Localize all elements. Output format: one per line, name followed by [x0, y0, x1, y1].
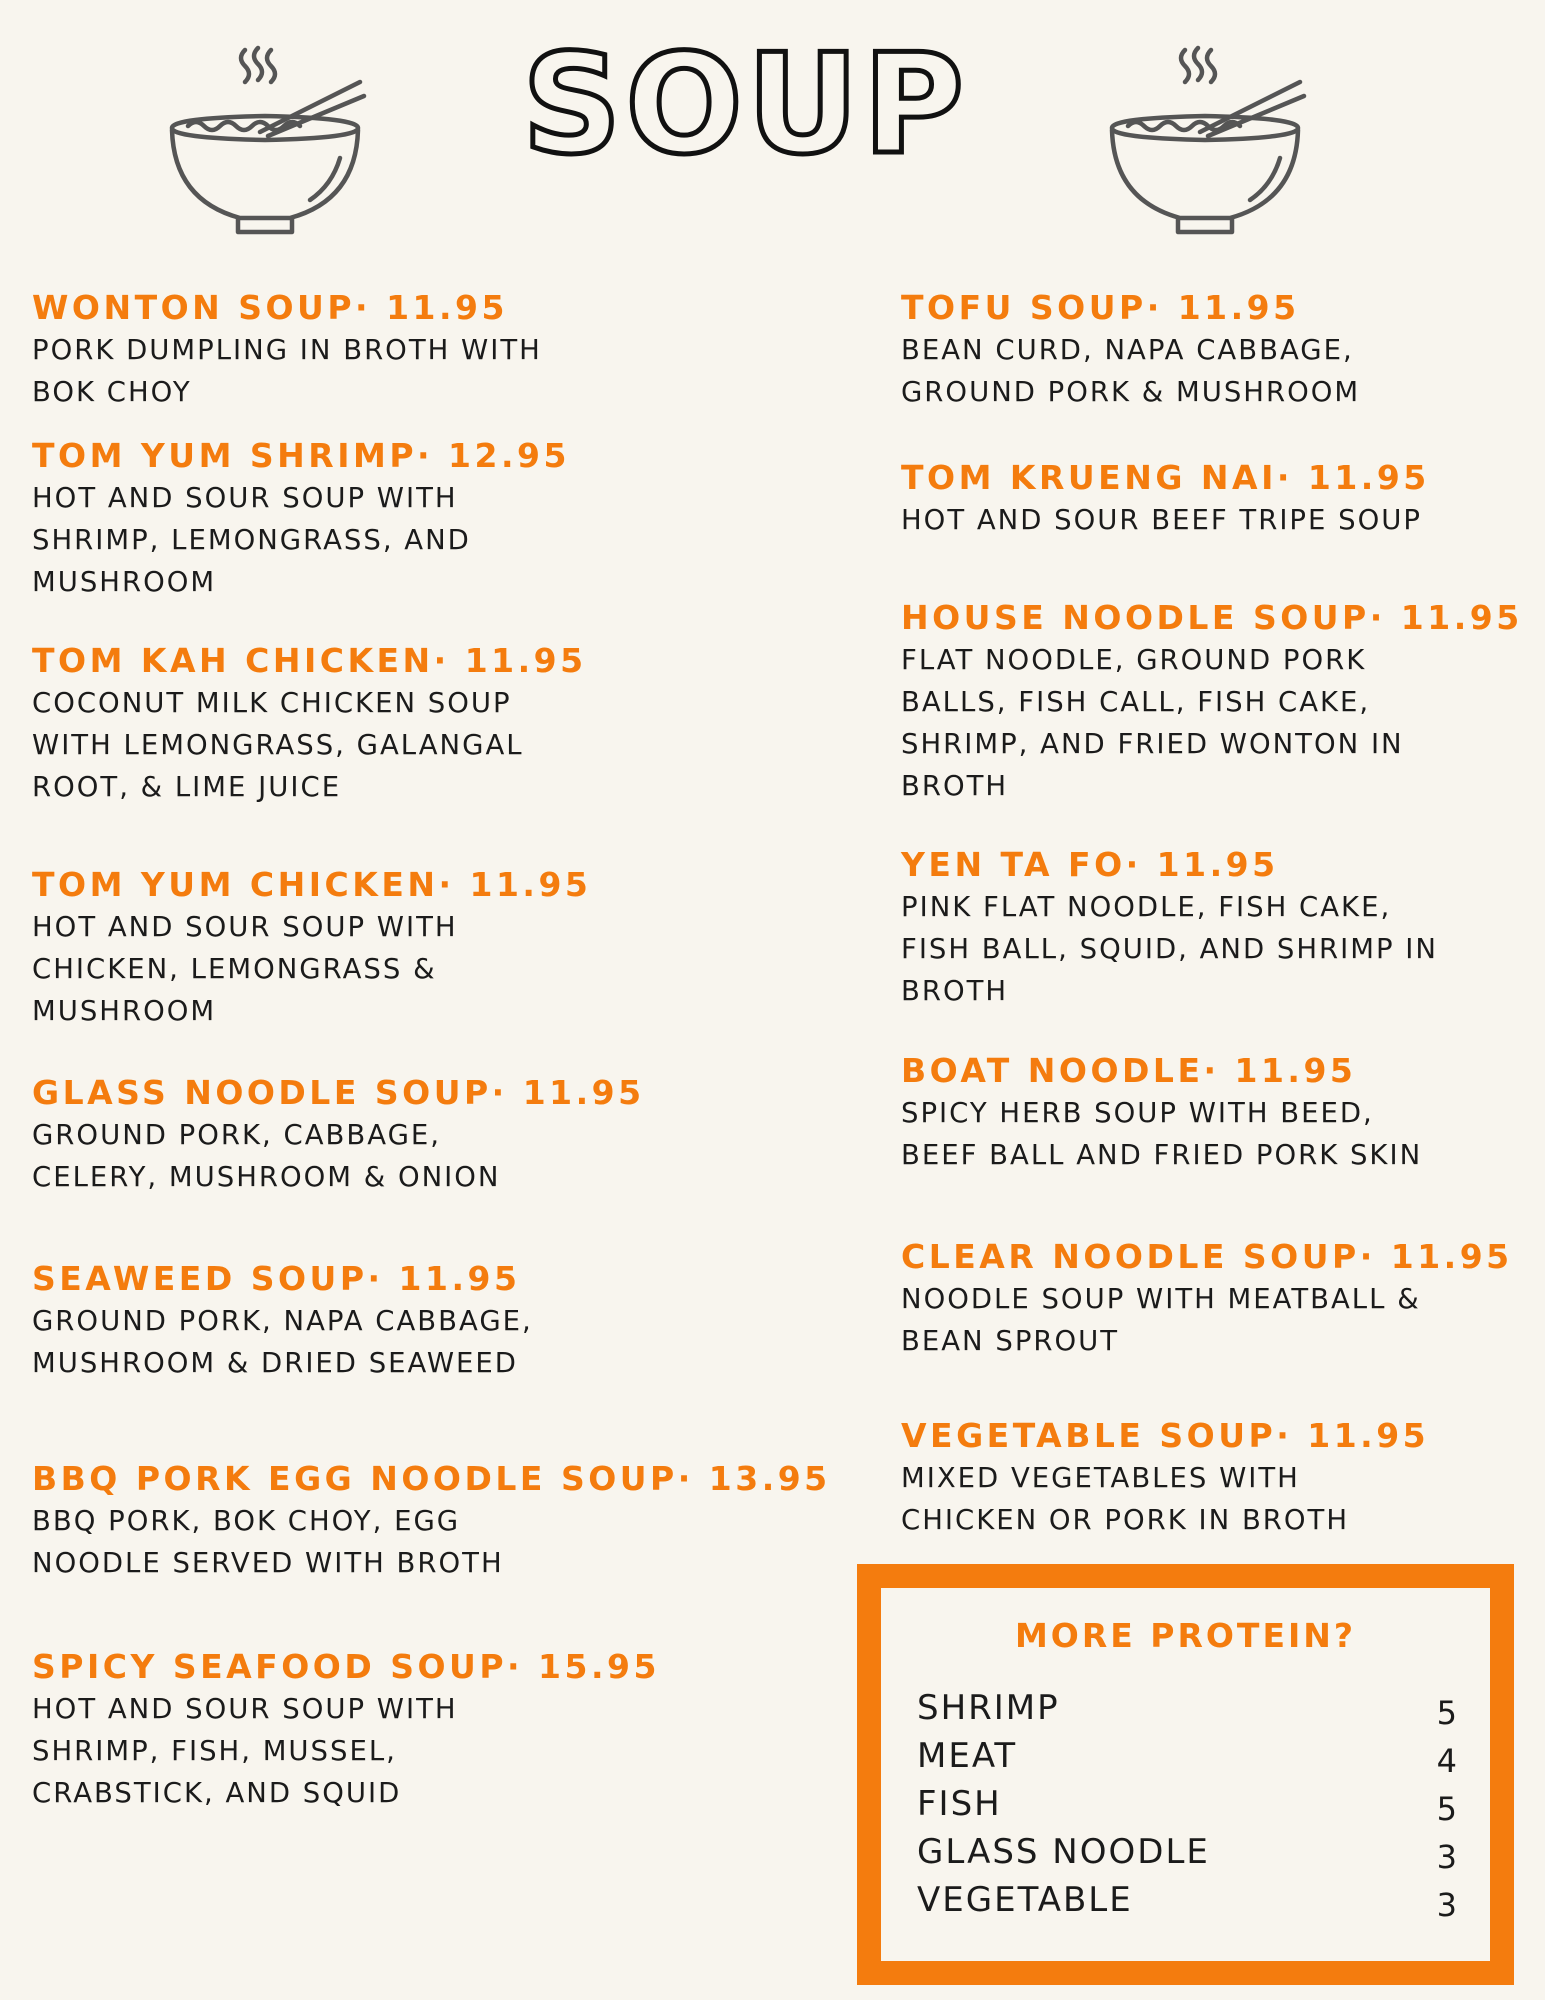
menu-item: [901, 457, 1430, 541]
menu-item-name: TOM KRUENG NAI· 11.95: [901, 458, 1430, 497]
menu-item: [901, 844, 1438, 1012]
menu-item-description: GROUND PORK, CABBAGE, CELERY, MUSHROOM & ONION: [32, 1119, 501, 1193]
menu-item-description: HOT AND SOUR BEEF TRIPE SOUP: [901, 504, 1422, 536]
protein-name: VEGETABLE: [917, 1880, 1133, 1920]
menu-item-description: BBQ PORK, BOK CHOY, EGG NOODLE SERVED WITH BROTH: [32, 1505, 504, 1579]
protein-name: GLASS NOODLE: [917, 1832, 1210, 1872]
protein-price: 3: [1436, 1886, 1457, 1924]
menu-item-description: HOT AND SOUR SOUP WITH SHRIMP, FISH, MUSSEL, CRABSTICK, AND SQUID: [32, 1693, 458, 1809]
menu-item-description: FLAT NOODLE, GROUND PORK BALLS, FISH CALL, FISH CAKE, SHRIMP, AND FRIED WONTON IN BROTH: [901, 644, 1404, 802]
menu-item: [901, 1415, 1429, 1541]
menu-item: [901, 1236, 1513, 1362]
menu-header: [0, 0, 1545, 240]
menu-item-description: MIXED VEGETABLES WITH CHICKEN OR PORK IN BROTH: [901, 1462, 1350, 1536]
menu-item-description: BEAN CURD, NAPA CABBAGE, GROUND PORK & MUSHROOM: [901, 334, 1361, 408]
menu-item: [32, 1458, 831, 1584]
menu-item-name: TOM KAH CHICKEN· 11.95: [32, 641, 587, 680]
protein-price: 5: [1436, 1790, 1457, 1828]
protein-price: 5: [1436, 1694, 1457, 1732]
menu-item-name: TOM YUM SHRIMP· 12.95: [32, 436, 570, 475]
menu-item-description: HOT AND SOUR SOUP WITH CHICKEN, LEMONGRASS & MUSHROOM: [32, 911, 458, 1027]
menu-item-name: VEGETABLE SOUP· 11.95: [901, 1416, 1430, 1455]
protein-row: [917, 1832, 1457, 1880]
menu-item-name: YEN TA FO· 11.95: [901, 845, 1279, 884]
menu-item-description: HOT AND SOUR SOUP WITH SHRIMP, LEMONGRASS, AND MUSHROOM: [32, 482, 471, 598]
menu-item-name: HOUSE NOODLE SOUP· 11.95: [901, 598, 1523, 637]
noodle-bowl-icon: [160, 40, 370, 240]
menu-item-name: GLASS NOODLE SOUP· 11.95: [32, 1073, 645, 1112]
menu-item: [901, 597, 1523, 807]
menu-item-name: BBQ PORK EGG NOODLE SOUP· 13.95: [32, 1459, 831, 1498]
page-title: SOUP: [522, 24, 968, 185]
protein-row: [917, 1688, 1457, 1736]
more-protein-box: [857, 1564, 1514, 1985]
menu-item-name: SPICY SEAFOOD SOUP· 15.95: [32, 1647, 660, 1686]
menu-item-description: NOODLE SOUP WITH MEATBALL & BEAN SPROUT: [901, 1283, 1421, 1357]
menu-item-name: TOFU SOUP· 11.95: [901, 288, 1300, 327]
protein-price: 3: [1436, 1838, 1457, 1876]
menu-item-description: PORK DUMPLING IN BROTH WITH BOK CHOY: [32, 334, 542, 408]
menu-item: [32, 435, 570, 603]
protein-title: MORE PROTEIN?: [1014, 1616, 1357, 1655]
menu-item-name: WONTON SOUP· 11.95: [32, 288, 508, 327]
menu-item-name: CLEAR NOODLE SOUP· 11.95: [901, 1237, 1513, 1276]
menu-item: [901, 287, 1360, 413]
menu-item: [32, 1072, 645, 1198]
menu-item: [32, 640, 587, 808]
protein-price: 4: [1436, 1742, 1457, 1780]
protein-name: SHRIMP: [917, 1688, 1060, 1728]
menu-item-name: SEAWEED SOUP· 11.95: [32, 1259, 521, 1298]
menu-item-description: GROUND PORK, NAPA CABBAGE, MUSHROOM & DRIED SEAWEED: [32, 1305, 533, 1379]
menu-item: [32, 864, 591, 1032]
menu-item-description: PINK FLAT NOODLE, FISH CAKE, FISH BALL, SQUID, AND SHRIMP IN BROTH: [901, 891, 1438, 1007]
protein-row: [917, 1880, 1457, 1928]
protein-name: MEAT: [917, 1736, 1018, 1776]
menu-item-name: TOM YUM CHICKEN· 11.95: [32, 865, 592, 904]
noodle-bowl-icon: [1100, 40, 1310, 240]
menu-item-description: COCONUT MILK CHICKEN SOUP WITH LEMONGRASS, GALANGAL ROOT, & LIME JUICE: [32, 687, 524, 803]
menu-item: [32, 287, 542, 413]
menu-item-description: SPICY HERB SOUP WITH BEED, BEEF BALL AND FRIED PORK SKIN: [901, 1097, 1423, 1171]
protein-row: [917, 1784, 1457, 1832]
protein-name: FISH: [917, 1784, 1002, 1824]
menu-item: [901, 1050, 1422, 1176]
menu-item: [32, 1258, 533, 1384]
menu-item-name: BOAT NOODLE· 11.95: [901, 1051, 1357, 1090]
protein-row: [917, 1736, 1457, 1784]
menu-item: [32, 1646, 660, 1814]
